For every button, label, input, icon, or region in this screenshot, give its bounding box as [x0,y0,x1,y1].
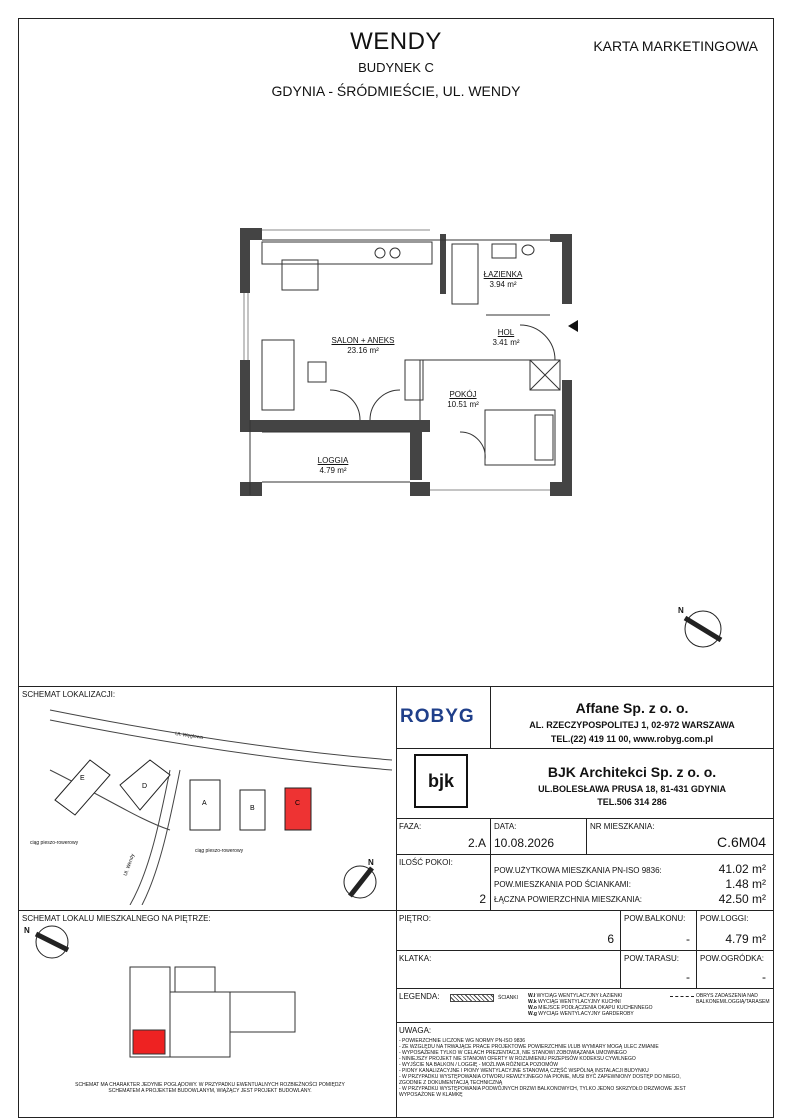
street-left: Ul. Wendy [122,853,137,877]
developer-address: AL. RZECZYPOSPOLITEJ 1, 02-972 WARSZAWA [529,720,735,730]
pietro-label: PIĘTRO: [399,914,432,923]
pow-total-label: ŁĄCZNA POWIERZCHNIA MIESZKANIA: [494,895,643,904]
building-name: BUDYNEK C [358,60,434,75]
developer-contact: TEL.(22) 419 11 00, www.robyg.com.pl [550,734,714,744]
floor-compass-letter: N [24,926,30,935]
room-label-hol: HOL 3.41 m² [492,328,520,347]
compass-icon [680,606,726,652]
faza-value: 2.A [467,836,486,850]
data-label: DATA: [494,822,517,831]
compass-letter: N [678,606,684,615]
bldg-e: E [80,775,85,782]
data-value: 10.08.2026 [494,836,555,850]
pietro-value: 6 [607,932,614,946]
room-label-pokoj: POKÓJ 10.51 m² [447,390,479,409]
klatka-label: KLATKA: [399,954,432,963]
floor-plan [230,220,590,510]
notes-list: - POWIERZCHNIE LICZONE WG NORMY PN-ISO 9836 - ZE WZGLĘDU NA TRWAJĄCE PRACE PROJEKTOWE POWIERZCHNIE I/LUB WYMIARY MOGĄ ULEC ZMIANIE - WYPOSAŻENIE TYLKO W CELACH PREZENTACJI, NIE STANOWI ZOBOWIĄZANIA UMOWNEGO - NINIEJSZY PROJEKT NIE STANOWI OFERTY W ROZUMIENIU PRZEPISÓW KODEKSU CYWILNEGO - WYJŚCIE NA BALKON / LOGGIĘ - MOŻLIWA RÓŻNICA POZIOMÓW - PIONY KANALIZACYJNE I PIONY WENTYLACYJNE STANOWIĄ CZĘŚĆ WSPÓLNĄ INSTALACJI BUDYNKU - W PRZYPADKU WYSTĘPOWANIA OTWORU REWIZYJNEGO NA PIONIE, MUSI BYĆ ZAPEWNIONY DOSTĘP DO NIEGO, ZGODNIE Z DOKUMENTACJĄ TECHNICZNĄ - W PRZYPADKU WYSTĘPOWANIA PODWÓJNYCH DRZWI BALKONOWYCH, TYLKO JEDNO SKRZYDŁO DRZWIOWE JEST WYPOSAŻONE W KLAMKĘ [399,1038,686,1098]
legend-outline: OBRYS ZADASZENIA NAD BALKONEM/LOGGIĄ/TARASEM [696,993,770,1005]
floor-compass-icon [28,922,74,962]
walls-swatch [450,994,494,1002]
ogrodek-value: - [762,970,766,984]
floor-scheme-label: SCHEMAT LOKALU MIESZKALNEGO NA PIĘTRZE: [22,914,211,923]
entry-arrow [568,320,578,332]
bldg-c: C [295,800,301,807]
location-scheme-label: SCHEMAT LOKALIZACJI: [22,690,116,699]
path-label-2: ciąg pieszo-rowerowy [195,848,244,854]
pokoje-label: ILOŚĆ POKOI: [399,858,453,867]
taras-label: POW.TARASU: [624,954,679,963]
notes-label: UWAGA: [399,1026,432,1035]
project-title: WENDY [350,28,442,55]
legend-label: LEGENDA: [399,992,440,1001]
path-label-1: ciąg pieszo-rowerowy [30,840,79,846]
room-label-lazienka: ŁAZIENKA 3.94 m² [483,270,523,289]
loggia-label: POW.LOGGI: [700,914,749,923]
bjk-logo: bjk [414,754,468,808]
pow-uz-value: 41.02 m² [718,862,766,876]
pow-uz-label: POW.UŻYTKOWA MIESZKANIA PN-ISO 9836: [494,866,662,875]
balkon-value: - [686,932,690,946]
architect-address: UL.BOLESŁAWA PRUSA 18, 81-431 GDYNIA [538,784,726,794]
bldg-a: A [202,800,207,807]
architect-phone: TEL.506 314 286 [597,797,667,807]
bldg-b: B [250,805,255,812]
walls [240,228,572,496]
floor-scheme-map [125,962,300,1060]
ogrodek-label: POW.OGRÓDKA: [700,954,765,963]
pokoje-value: 2 [479,892,486,906]
bldg-d: D [142,783,148,790]
street-top: Ul. Węglowa [174,731,204,741]
room-label-salon: SALON + ANEKS 23.16 m² [331,336,395,355]
nr-label: NR MIESZKANIA: [590,822,655,831]
taras-value: - [686,970,690,984]
location-compass-letter: N [368,858,374,867]
legend-walls: ŚCIANKI [498,995,519,1001]
balkon-label: POW.BALKONU: [624,914,686,923]
faza-label: FAZA: [399,822,422,831]
developer-name: Affane Sp. z o. o. [575,700,689,716]
outline-swatch [670,996,694,997]
pow-sc-label: POW.MIESZKANIA POD ŚCIANKAMI: [494,880,631,889]
nr-value: C.6M04 [716,834,766,850]
project-location: GDYNIA - ŚRÓDMIEŚCIE, UL. WENDY [271,83,521,99]
loggia-value: 4.79 m² [725,932,766,946]
location-compass-icon [338,860,382,904]
room-label-loggia: LOGGIA 4.79 m² [317,456,349,475]
legend-items: W.ł WYCIĄG WENTYLACYJNY ŁAZIENKI W.k WYCIĄG WENTYLACYJNY KUCHNI W.o MIEJSCE PODŁĄCZENIA OKAPU KUCHENNEGO W.g WYCIĄG WENTYLACYJNY GARDEROBY [528,993,653,1017]
architect-name: BJK Architekci Sp. z o. o. [547,764,717,780]
card-type: KARTA MARKETINGOWA [593,38,758,54]
floor-scheme-disclaimer: SCHEMAT MA CHARAKTER JEDYNIE POGLĄDOWY. W PRZYPADKU EWENTUALNYCH ROZBIEŻNOŚCI POMIĘDZY SCHEMATEM A PROJEKTEM BUDOWLANYM, WIĄŻĄCY JEST PROJEKT BUDOWLANY. [75,1082,345,1094]
robyg-logo: ROBYG [400,706,475,727]
pow-total-value: 42.50 m² [718,892,766,906]
pow-sc-value: 1.48 m² [725,877,766,891]
